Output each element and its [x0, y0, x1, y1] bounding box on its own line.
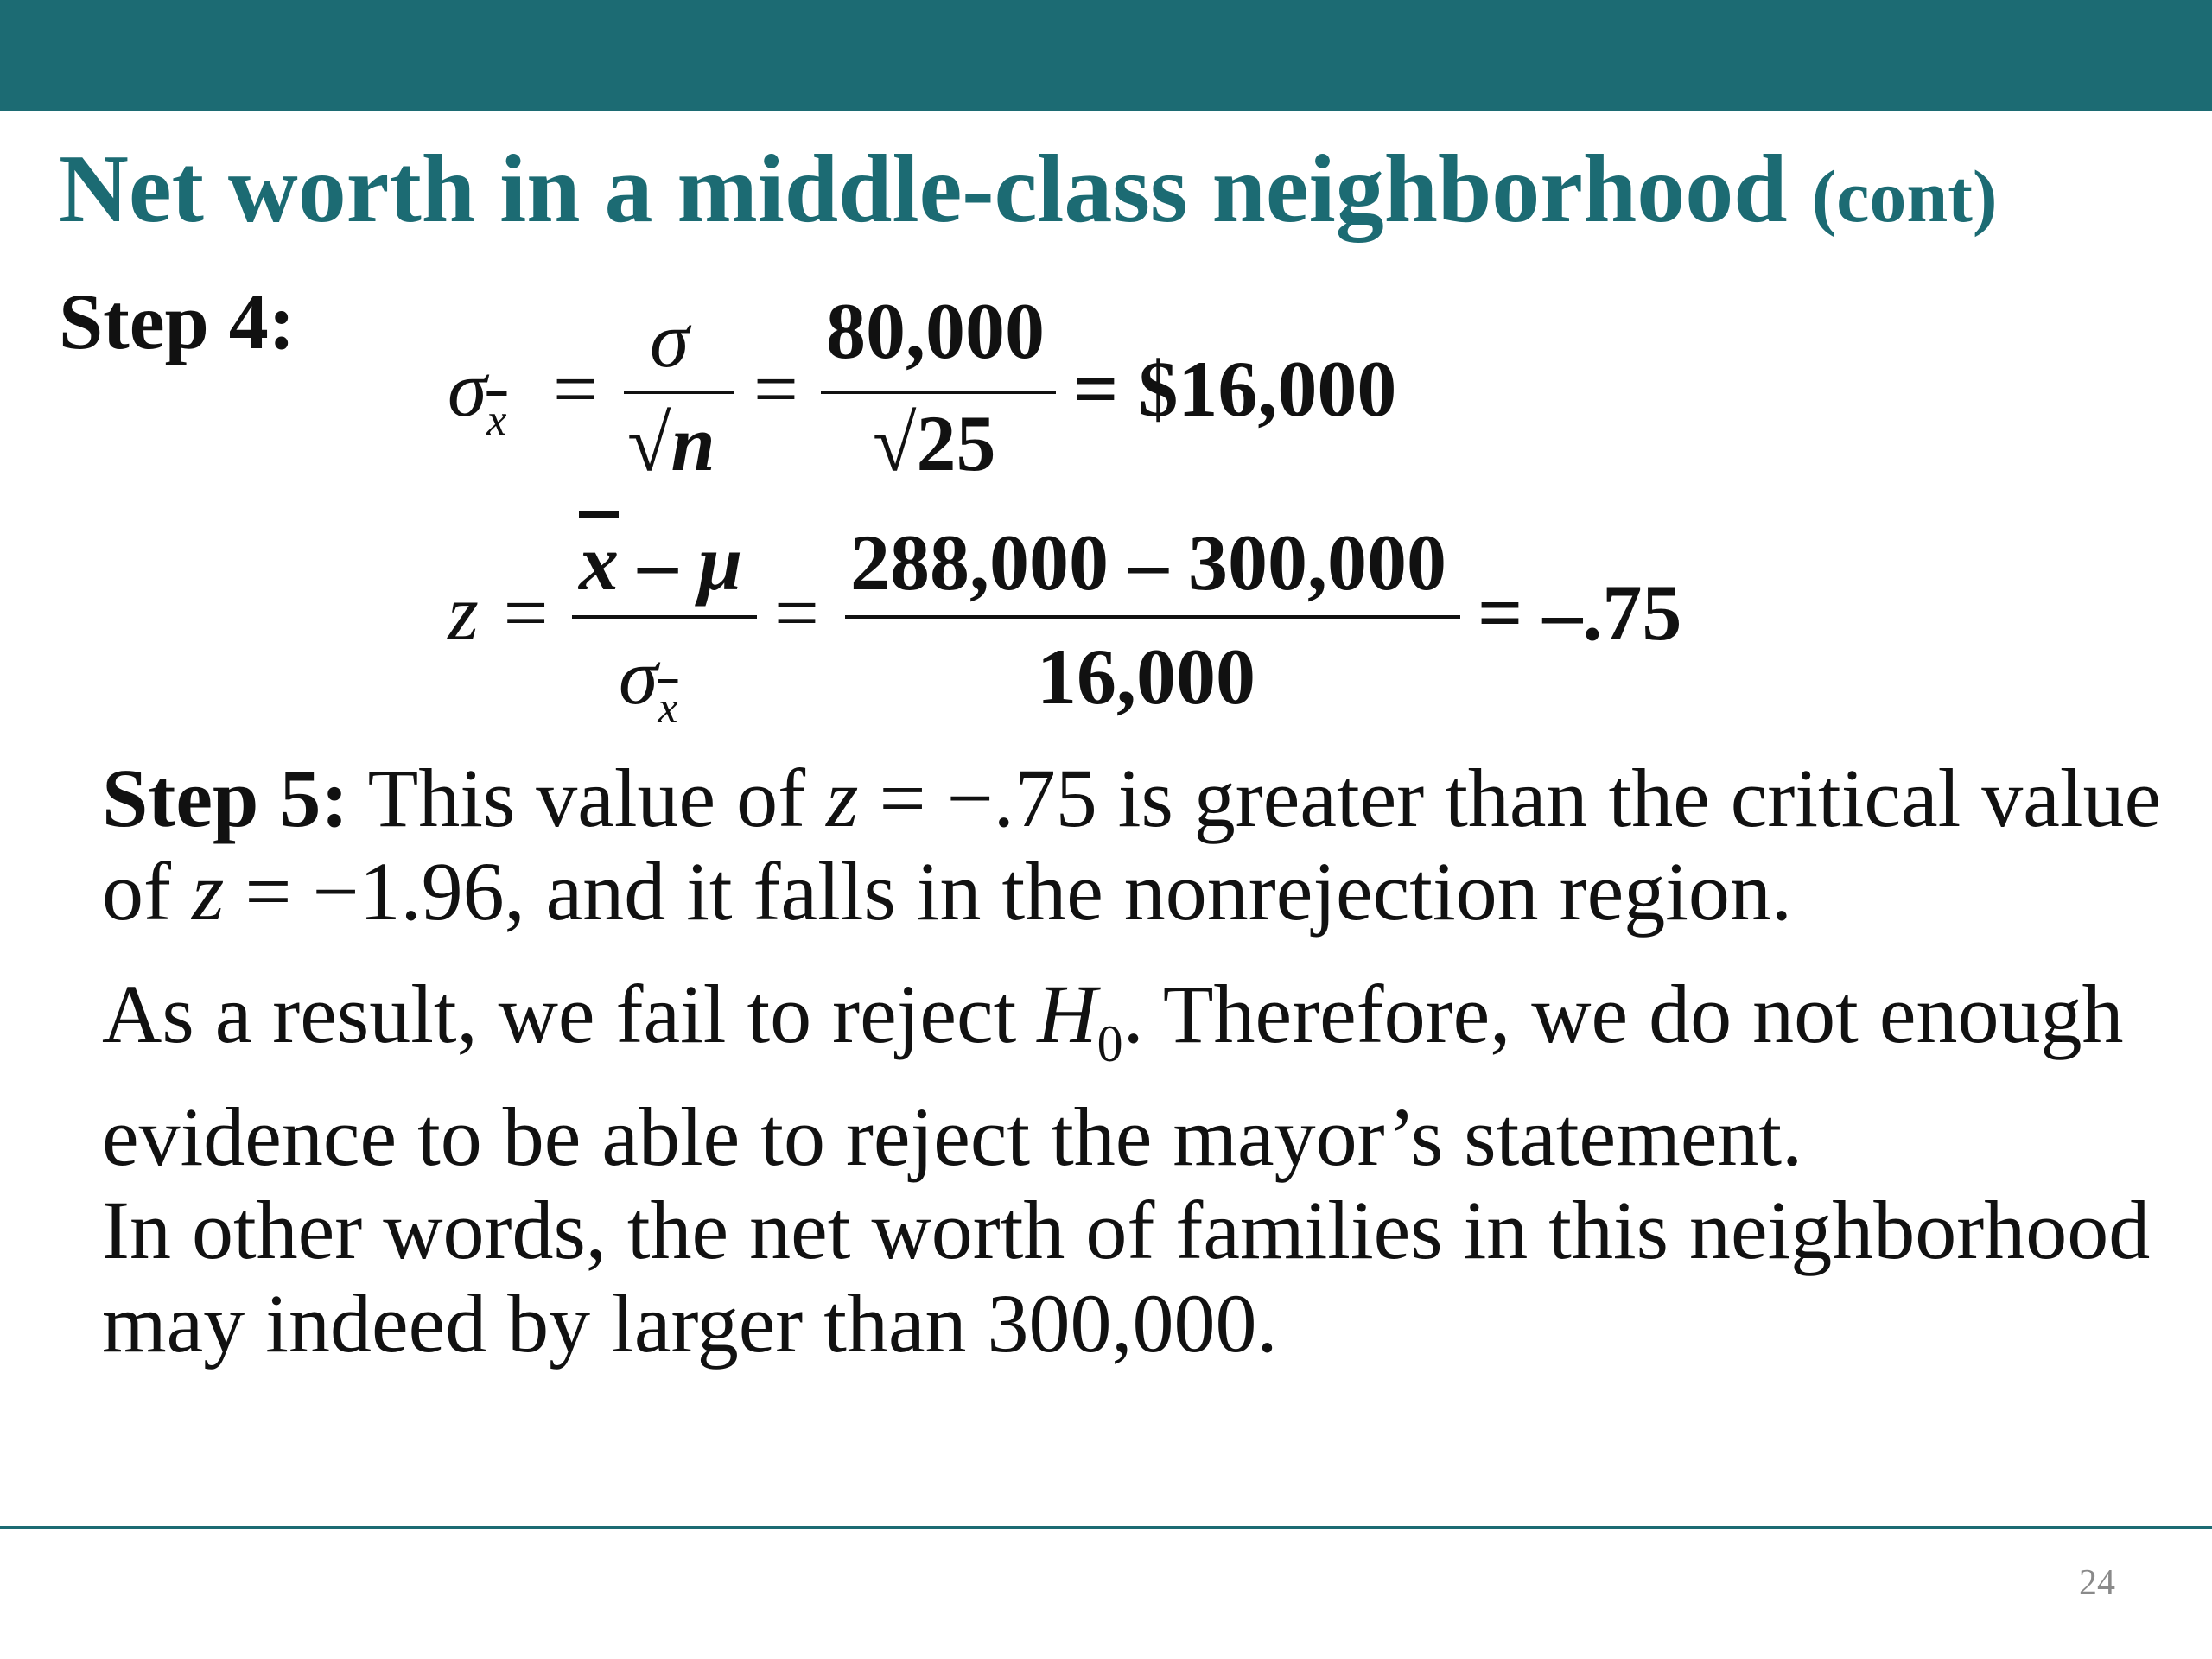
eq2-frac2-bar	[845, 615, 1460, 619]
eq2-frac1-bar	[572, 615, 757, 619]
eq2-frac1-numerator: $\overline{x}$ – μ	[579, 518, 743, 607]
step5-paragraph: Step 5: This value of z = −.75 is greater than the critical value of z = −1.96, and it falls in the nonrejection region.	[102, 752, 2162, 938]
conclusion-paragraph: As a result, we fail to reject $H_0$. Therefore, we do not enough evidence to be able to reject the mayor’s statement.	[102, 968, 2124, 1183]
title-main: Net worth in a middle-class neighborhood	[59, 136, 1788, 243]
footer-divider	[0, 1526, 2212, 1529]
eq2-frac1-denominator: $\sigma_{\overline{x}}$	[619, 632, 678, 733]
eq2-result: = –.75	[1478, 569, 1682, 657]
eq1-result: = $16,000	[1073, 345, 1397, 433]
eq1-lhs: $\sigma_{\overline{x}}$	[448, 345, 507, 445]
eq2-equals: =	[774, 569, 819, 657]
eq2-lhs: z =	[448, 569, 552, 657]
eq1-frac2-denominator: √25	[873, 399, 996, 487]
eq2-frac1-den-subscript: x	[658, 683, 678, 733]
final-paragraph: In other words, the net worth of families in this neighborhood may indeed by larger than 300,000.	[102, 1184, 2151, 1370]
eq2-frac2-denominator: 16,000	[1037, 632, 1255, 721]
eq1-equals-1: =	[553, 345, 598, 433]
eq1-frac1-denominator: √n	[627, 399, 715, 487]
eq1-frac1-numerator: σ	[650, 296, 690, 384]
title-suffix: (cont)	[1811, 155, 1998, 238]
eq1-equals-2: =	[753, 345, 798, 433]
step5-label: Step 5:	[102, 752, 349, 844]
eq2-frac2-numerator: 288,000 – 300,000	[850, 518, 1446, 607]
eq1-frac2-bar	[821, 391, 1056, 394]
eq1-lhs-subscript: x	[486, 396, 507, 445]
step4-label: Step 4:	[59, 277, 296, 365]
eq1-frac1-bar	[624, 391, 734, 394]
page-number: 24	[2079, 1563, 2115, 1603]
eq1-frac2-numerator: 80,000	[826, 287, 1045, 375]
